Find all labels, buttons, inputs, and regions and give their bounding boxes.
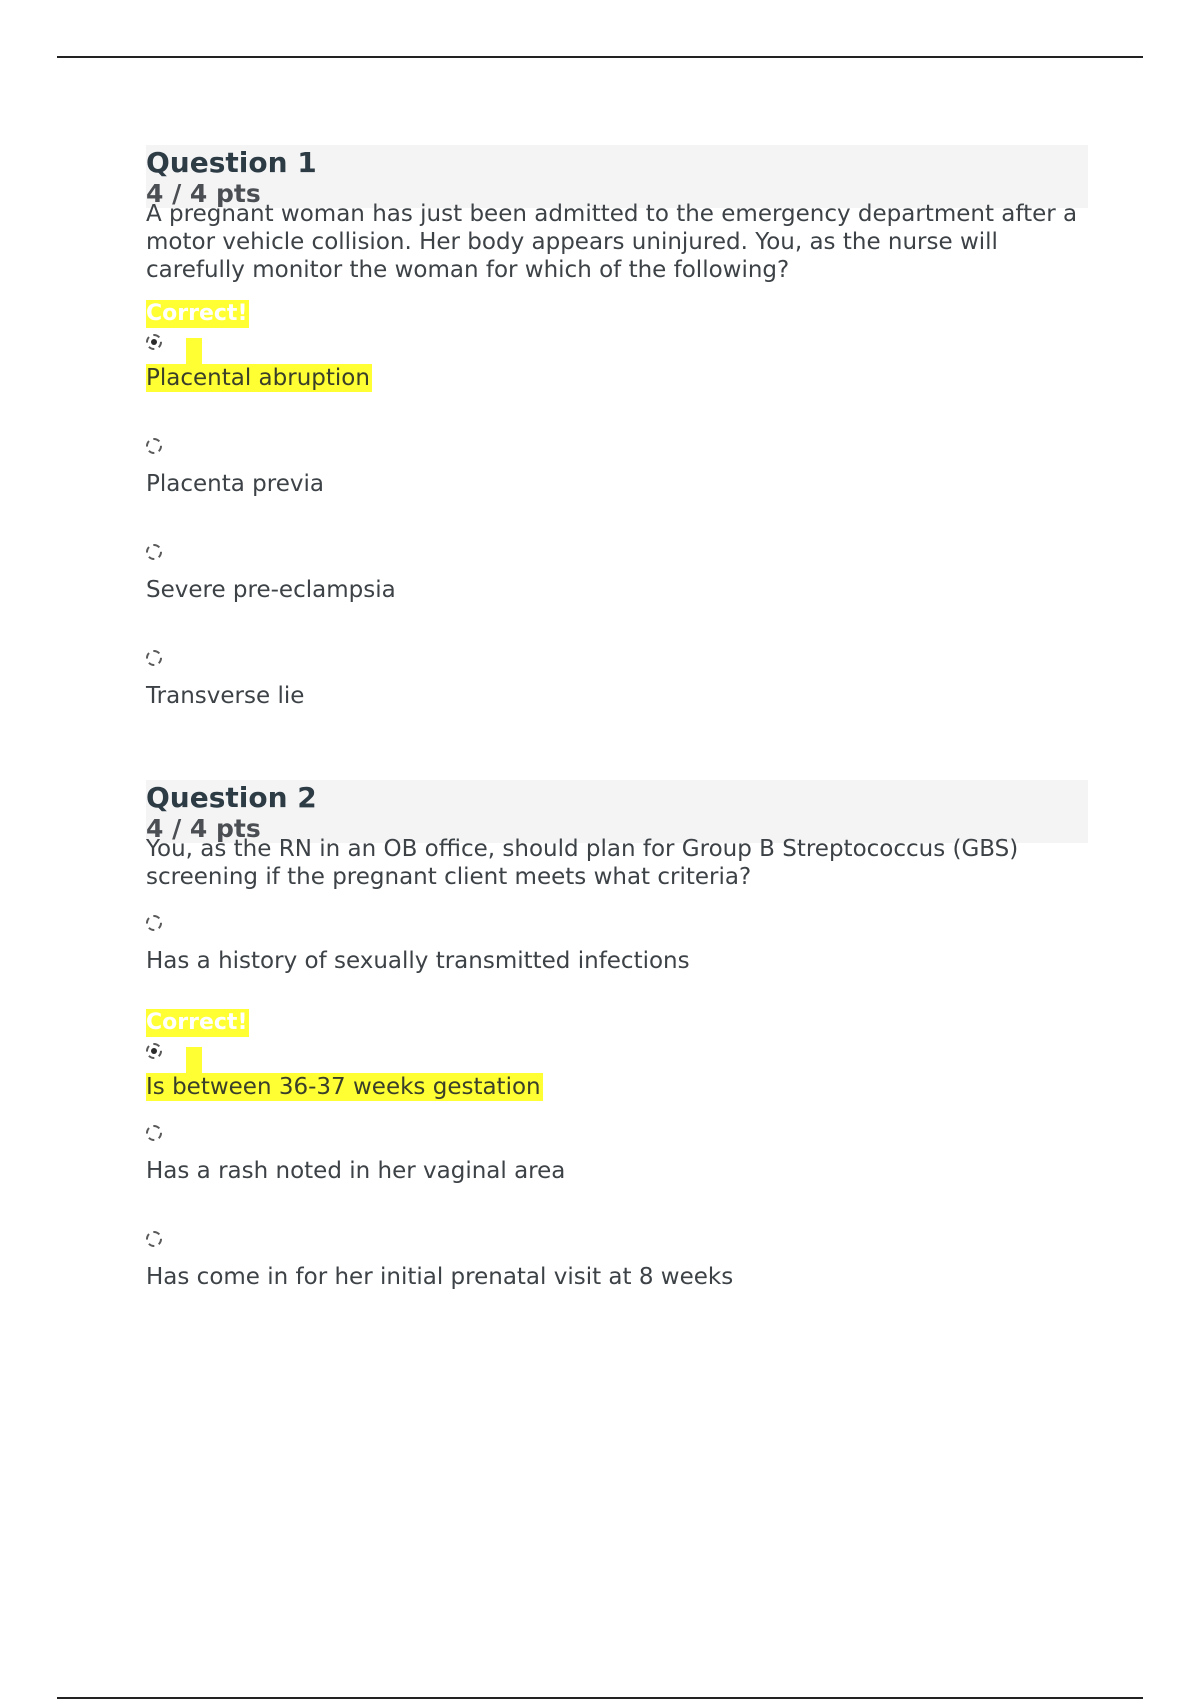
correct-badge: Correct! <box>146 1010 248 1035</box>
radio-button-selected[interactable] <box>146 334 162 350</box>
radio-button[interactable] <box>146 1231 162 1247</box>
radio-button[interactable] <box>146 438 162 454</box>
answer-label: Has a history of sexually transmitted infections <box>146 948 690 974</box>
answer-label: Placenta previa <box>146 471 324 497</box>
answer-option-3[interactable] <box>146 538 1088 604</box>
question-title: Question 1 <box>146 146 317 179</box>
radio-row <box>146 1225 1088 1259</box>
answer-option-2[interactable] <box>146 1009 1088 1101</box>
radio-button[interactable] <box>146 650 162 666</box>
answer-label: Has a rash noted in her vaginal area <box>146 1158 566 1184</box>
correct-marker <box>186 1047 202 1073</box>
radio-row <box>146 1119 1088 1153</box>
answer-label: Has come in for her initial prenatal visit at 8 weeks <box>146 1264 734 1290</box>
question-text: You, as the RN in an OB office, should plan for Group B Streptococcus (GBS) screening if the pregnant client meets what criteria? <box>146 836 1019 890</box>
radio-row <box>146 328 1088 362</box>
radio-row <box>146 644 1088 678</box>
answer-option-2[interactable] <box>146 432 1088 498</box>
radio-button[interactable] <box>146 915 162 931</box>
question-points: 4 / 4 pts <box>146 179 261 208</box>
answer-label: Is between 36-37 weeks gestation <box>146 1074 541 1100</box>
answer-option-1[interactable] <box>146 300 1088 392</box>
question-title: Question 2 <box>146 781 317 814</box>
radio-row <box>146 538 1088 572</box>
question-1 <box>146 145 1088 710</box>
radio-button-selected[interactable] <box>146 1043 162 1059</box>
question-text: A pregnant woman has just been admitted to the emergency department after a motor vehicle collision. Her body appears uninjured. You, as the nurse will carefully monitor the woman for which of the following? <box>146 201 1078 283</box>
quiz-content <box>146 145 1088 1291</box>
top-rule <box>57 56 1143 58</box>
answer-option-4[interactable] <box>146 644 1088 710</box>
bottom-rule <box>57 1697 1143 1699</box>
radio-row <box>146 1037 1088 1071</box>
answer-option-1[interactable] <box>146 909 1088 975</box>
answer-label: Severe pre-eclampsia <box>146 577 396 603</box>
radio-row <box>146 909 1088 943</box>
correct-badge: Correct! <box>146 301 248 326</box>
question-2 <box>146 780 1088 1291</box>
radio-row <box>146 432 1088 466</box>
answer-option-4[interactable] <box>146 1225 1088 1291</box>
question-points: 4 / 4 pts <box>146 814 261 843</box>
answer-label: Transverse lie <box>146 683 305 709</box>
answer-option-3[interactable] <box>146 1119 1088 1185</box>
correct-marker <box>186 338 202 364</box>
radio-button[interactable] <box>146 544 162 560</box>
question-header <box>146 780 1088 843</box>
question-header <box>146 145 1088 208</box>
answer-label: Placental abruption <box>146 365 370 391</box>
radio-button[interactable] <box>146 1125 162 1141</box>
